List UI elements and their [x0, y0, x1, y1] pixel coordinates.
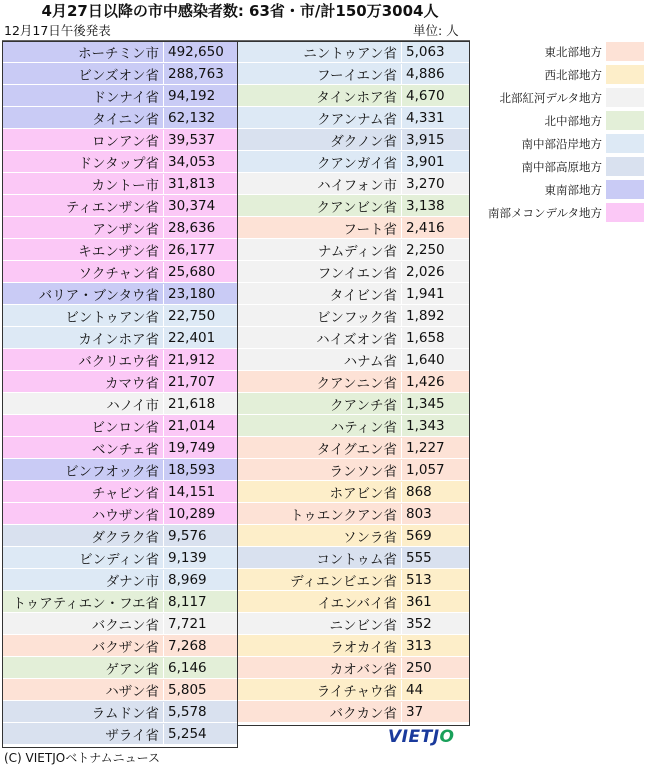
province-name: ゲアン省: [2, 658, 164, 678]
province-name: ドンナイ省: [2, 86, 164, 106]
province-name: ハナム省: [238, 350, 402, 370]
case-count: 4,670: [406, 87, 445, 104]
case-count: 7,721: [168, 615, 207, 632]
province-name: フート省: [238, 218, 402, 238]
case-count: 2,250: [406, 241, 445, 258]
province-name: ハティン省: [238, 416, 402, 436]
table-row: [2, 459, 238, 481]
province-name: トゥエンクアン省: [238, 504, 402, 524]
table-row: [238, 151, 470, 173]
case-count: 3,901: [406, 153, 445, 170]
legend-item: [482, 40, 650, 63]
case-count: 4,331: [406, 109, 445, 126]
case-count: 21,618: [168, 395, 216, 412]
table-row: [238, 371, 470, 393]
case-count: 3,915: [406, 131, 445, 148]
table-row: [238, 613, 470, 635]
case-count: 5,805: [168, 681, 207, 698]
case-count: 8,969: [168, 571, 207, 588]
table-row: [2, 701, 238, 723]
province-name: カントー市: [2, 174, 164, 194]
table-row: [238, 239, 470, 261]
table-row: [2, 327, 238, 349]
province-name: フーイエン省: [238, 64, 402, 84]
province-name: ラオカイ省: [238, 636, 402, 656]
case-count: 1,343: [406, 417, 445, 434]
case-count: 37: [406, 703, 424, 720]
case-count: 1,345: [406, 395, 445, 412]
page-title: 4月27日以降の市中感染者数: 63省・市/計150万3004人: [41, 2, 439, 20]
legend-item: [482, 155, 650, 178]
case-count: 250: [406, 659, 432, 676]
table-row: [238, 129, 470, 151]
province-name: ダクノン省: [238, 130, 402, 150]
province-name: ランソン省: [238, 460, 402, 480]
province-name: タイニン省: [2, 108, 164, 128]
case-count: 868: [406, 483, 432, 500]
table-row: [238, 701, 470, 723]
case-count: 18,593: [168, 461, 216, 478]
province-name: ベンチェ省: [2, 438, 164, 458]
table-row: [238, 173, 470, 195]
table-row: [2, 635, 238, 657]
table-row: [2, 239, 238, 261]
case-count: 6,146: [168, 659, 207, 676]
case-count: 3,270: [406, 175, 445, 192]
province-name: ビンディン省: [2, 548, 164, 568]
legend-label: 南部メコンデルタ地方: [488, 205, 602, 220]
province-name: チャビン省: [2, 482, 164, 502]
province-name: バクカン省: [238, 702, 402, 722]
case-count: 22,750: [168, 307, 216, 324]
unit-label: 単位: 人: [413, 23, 459, 38]
table-row: [2, 723, 238, 745]
case-count: 25,680: [168, 263, 216, 280]
table-row: [2, 547, 238, 569]
legend-item: [482, 86, 650, 109]
case-count: 23,180: [168, 285, 216, 302]
table-row: [238, 503, 470, 525]
case-count: 1,057: [406, 461, 445, 478]
province-name: フンイエン省: [238, 262, 402, 282]
case-count: 2,416: [406, 219, 445, 236]
table-row: [2, 129, 238, 151]
province-name: ニントゥアン省: [238, 42, 402, 62]
case-count: 10,289: [168, 505, 216, 522]
table-row: [238, 657, 470, 679]
legend-item: [482, 178, 650, 201]
table-row: [238, 41, 470, 63]
legend-swatch: [606, 180, 644, 199]
case-count: 3,138: [406, 197, 445, 214]
province-name: ビンフオック省: [2, 460, 164, 480]
table-row: [2, 437, 238, 459]
legend-item: [482, 132, 650, 155]
case-count: 19,749: [168, 439, 216, 456]
province-name: クアンチ省: [238, 394, 402, 414]
table-row: [238, 85, 470, 107]
legend-swatch: [606, 157, 644, 176]
legend-label: 西北部地方: [544, 67, 602, 82]
province-name: アンザン省: [2, 218, 164, 238]
table-column-right: [238, 41, 470, 723]
province-name: ドンタップ省: [2, 152, 164, 172]
table-row: [2, 503, 238, 525]
province-name: ティエンザン省: [2, 196, 164, 216]
case-count: 26,177: [168, 241, 216, 258]
province-name: タイグエン省: [238, 438, 402, 458]
case-count: 94,192: [168, 87, 216, 104]
province-name: ビンズオン省: [2, 64, 164, 84]
province-name: バクリエウ省: [2, 350, 164, 370]
table-row: [238, 415, 470, 437]
copyright-credit: (C) VIETJOベトナムニュース: [4, 751, 161, 765]
case-count: 21,707: [168, 373, 216, 390]
legend-item: [482, 201, 650, 224]
case-count: 803: [406, 505, 432, 522]
table-row: [238, 349, 470, 371]
province-name: ホアビン省: [238, 482, 402, 502]
table-row: [2, 217, 238, 239]
table-row: [2, 107, 238, 129]
province-name: カマウ省: [2, 372, 164, 392]
case-count: 513: [406, 571, 432, 588]
case-count: 9,139: [168, 549, 207, 566]
table-row: [2, 613, 238, 635]
province-name: バクザン省: [2, 636, 164, 656]
table-row: [238, 635, 470, 657]
province-name: ソンラ省: [238, 526, 402, 546]
case-count: 361: [406, 593, 432, 610]
table-row: [2, 261, 238, 283]
province-name: トゥアティエン・フエ省: [2, 592, 164, 612]
case-count: 2,026: [406, 263, 445, 280]
table-row: [238, 679, 470, 701]
legend-swatch: [606, 42, 644, 61]
case-count: 492,650: [168, 43, 224, 60]
table-row: [2, 349, 238, 371]
table-row: [238, 63, 470, 85]
case-count: 5,254: [168, 725, 207, 742]
table-row: [238, 591, 470, 613]
case-count: 31,813: [168, 175, 216, 192]
cases-table: [2, 40, 470, 747]
case-count: 1,892: [406, 307, 445, 324]
case-count: 21,912: [168, 351, 216, 368]
table-row: [2, 195, 238, 217]
province-name: ザライ省: [2, 724, 164, 744]
case-count: 62,132: [168, 109, 216, 126]
legend-label: 南中部高原地方: [521, 159, 602, 174]
case-count: 39,537: [168, 131, 216, 148]
province-name: キエンザン省: [2, 240, 164, 260]
legend-item: [482, 63, 650, 86]
province-name: クアンナム省: [238, 108, 402, 128]
case-count: 5,063: [406, 43, 445, 60]
province-name: カオバン省: [238, 658, 402, 678]
province-name: ライチャウ省: [238, 680, 402, 700]
province-name: ハウザン省: [2, 504, 164, 524]
case-count: 569: [406, 527, 432, 544]
province-name: ダクラク省: [2, 526, 164, 546]
case-count: 5,578: [168, 703, 207, 720]
table-row: [2, 657, 238, 679]
table-row: [238, 437, 470, 459]
legend-item: [482, 109, 650, 132]
case-count: 555: [406, 549, 432, 566]
table-row: [2, 63, 238, 85]
province-name: クアンビン省: [238, 196, 402, 216]
table-row: [2, 679, 238, 701]
table-row: [238, 393, 470, 415]
table-row: [2, 173, 238, 195]
case-count: 8,117: [168, 593, 207, 610]
table-row: [2, 41, 238, 63]
table-row: [238, 569, 470, 591]
province-name: クアンガイ省: [238, 152, 402, 172]
case-count: 352: [406, 615, 432, 632]
case-count: 7,268: [168, 637, 207, 654]
table-row: [2, 591, 238, 613]
case-count: 313: [406, 637, 432, 654]
table-row: [2, 393, 238, 415]
province-name: ディエンビエン省: [238, 570, 402, 590]
case-count: 1,426: [406, 373, 445, 390]
province-name: タイビン省: [238, 284, 402, 304]
province-name: ビンフック省: [238, 306, 402, 326]
case-count: 28,636: [168, 219, 216, 236]
table-column-left: [2, 41, 238, 745]
province-name: ハイズオン省: [238, 328, 402, 348]
table-row: [238, 217, 470, 239]
case-count: 21,014: [168, 417, 216, 434]
case-count: 1,227: [406, 439, 445, 456]
case-count: 9,576: [168, 527, 207, 544]
legend-swatch: [606, 88, 644, 107]
legend-label: 北中部地方: [544, 113, 602, 128]
case-count: 1,941: [406, 285, 445, 302]
table-row: [2, 481, 238, 503]
province-name: バクニン省: [2, 614, 164, 634]
case-count: 30,374: [168, 197, 216, 214]
table-row: [238, 261, 470, 283]
province-name: ナムディン省: [238, 240, 402, 260]
province-name: コントゥム省: [238, 548, 402, 568]
table-row: [2, 415, 238, 437]
case-count: 4,886: [406, 65, 445, 82]
legend-label: 東南部地方: [544, 182, 602, 197]
case-count: 1,658: [406, 329, 445, 346]
table-row: [238, 195, 470, 217]
case-count: 288,763: [168, 65, 224, 82]
table-row: [238, 459, 470, 481]
province-name: ラムドン省: [2, 702, 164, 722]
province-name: ハイフォン市: [238, 174, 402, 194]
province-name: ソクチャン省: [2, 262, 164, 282]
province-name: ビントゥアン省: [2, 306, 164, 326]
legend-swatch: [606, 65, 644, 84]
case-count: 44: [406, 681, 424, 698]
legend-label: 東北部地方: [544, 44, 602, 59]
legend-swatch: [606, 203, 644, 222]
table-row: [238, 283, 470, 305]
province-name: ハザン省: [2, 680, 164, 700]
table-row: [238, 525, 470, 547]
province-name: ダナン市: [2, 570, 164, 590]
table-row: [2, 569, 238, 591]
legend-swatch: [606, 134, 644, 153]
province-name: ホーチミン市: [2, 42, 164, 62]
legend-swatch: [606, 111, 644, 130]
vietjo-logo: VIETJO: [388, 727, 455, 747]
province-name: ハノイ市: [2, 394, 164, 414]
province-name: カインホア省: [2, 328, 164, 348]
legend-label: 北部紅河デルタ地方: [499, 90, 602, 105]
table-row: [2, 151, 238, 173]
case-count: 14,151: [168, 483, 216, 500]
province-name: ロンアン省: [2, 130, 164, 150]
table-row: [238, 481, 470, 503]
region-legend: [482, 40, 650, 224]
table-row: [238, 547, 470, 569]
province-name: タインホア省: [238, 86, 402, 106]
case-count: 1,640: [406, 351, 445, 368]
case-count: 22,401: [168, 329, 216, 346]
province-name: クアンニン省: [238, 372, 402, 392]
table-row: [2, 305, 238, 327]
table-row: [2, 85, 238, 107]
table-row: [238, 107, 470, 129]
province-name: イエンバイ省: [238, 592, 402, 612]
province-name: バリア・ブンタウ省: [2, 284, 164, 304]
table-row: [2, 283, 238, 305]
table-row: [2, 525, 238, 547]
case-count: 34,053: [168, 153, 216, 170]
table-row: [238, 305, 470, 327]
table-row: [238, 327, 470, 349]
province-name: ビンロン省: [2, 416, 164, 436]
legend-label: 南中部沿岸地方: [521, 136, 602, 151]
announcement-date: 12月17日午後発表: [4, 23, 111, 38]
table-row: [2, 371, 238, 393]
province-name: ニンビン省: [238, 614, 402, 634]
